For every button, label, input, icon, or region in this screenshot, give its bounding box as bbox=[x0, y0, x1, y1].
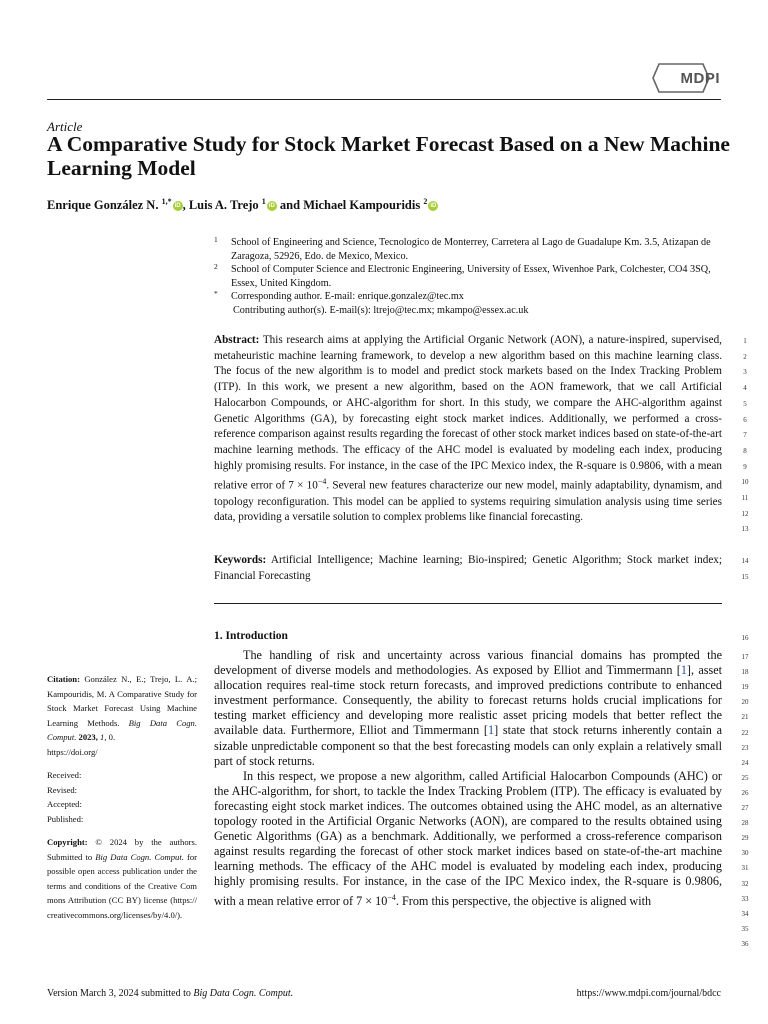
line-number: 22 bbox=[741, 728, 749, 737]
line-number: 2 bbox=[743, 352, 747, 361]
abstract-label: Abstract: bbox=[214, 334, 260, 346]
copyright-block: Copyright: © 2024 by the authors. Submitted to Big Data Cogn. Comput. for possible open access publication under the terms and conditions of the Creative Commons Attribution (CC BY) license (https://creativecommons.org/licenses/by/4.0/). bbox=[47, 837, 198, 920]
article-type: Article bbox=[47, 119, 83, 134]
mdpi-logo bbox=[651, 62, 721, 94]
author-name: Michael Kampouridis bbox=[303, 198, 421, 213]
line-number: 31 bbox=[741, 864, 749, 873]
line-number: 27 bbox=[741, 804, 749, 812]
line-number: 21 bbox=[741, 713, 749, 722]
affiliation-item: Contributing author(s). E-mail(s): ltrejo@tec.mx; mkampo@essex.ac.uk bbox=[233, 304, 529, 316]
line-number: 28 bbox=[741, 819, 749, 828]
intro-paragraph: The handling of risk and uncertainty across various financial domains has prompted the development of diverse models and methodologies. As exposed by Elliot and Timmermann [1], asset allocation requires real-time stock return forecasts, and improved predictions contribute to enhanced investment performance. Consequently, the ability to forecast returns holds crucial implications for testing market efficiency and developing more realistic asset pricing models that better reflect the available data. Furthermore, Elliot and Timmermann [1] state that stock returns inherently contain a sizable unpredictable component so that the best forecasting models can only explain a relatively small part of stock returns. bbox=[214, 648, 723, 768]
orcid-icon[interactable]: iD bbox=[268, 203, 275, 210]
affiliations bbox=[214, 236, 724, 318]
line-number: 15 bbox=[741, 573, 749, 581]
dates-block: Received: Revised: Accepted: Published: bbox=[47, 770, 84, 824]
footer-version: Version March 3, 2024 submitted to Big Data Cogn. Comput. bbox=[47, 988, 294, 999]
section-rule bbox=[214, 603, 722, 604]
line-number: 9 bbox=[743, 462, 747, 471]
author-affil-mark: 2 bbox=[423, 197, 428, 206]
citation-block: Citation: González N., E.; Trejo, L. A.; Kampouridis, M. A Comparative Study for Stock Market Forecast Using Machine Learning Methods. Big Data Cogn. Comput. 2023, 1, 0. https://doi.org/ bbox=[47, 672, 197, 759]
abstract: Abstract: This research aims at applying the Artificial Organic Network (AON), a nature-inspired, supervised, metaheuristic machine learning framework, to develop a new algorithm based on this machine learning class. The focus of the new algorithm is to model and predict stock markets based on the Index Tracking Problem (ITP). In this work, we present a new algorithm, based on the AON framework, that we call Artificial Halocarbon Compounds, or AHC-algorithm for short. In this study, we compare the AHC-algorithm against Genetic Algorithms (GA), by forecasting eight stock market indices. Additionally, we performed a cross-reference comparison against results regarding the forecast of other stock market indices based on state-of-the-art machine learning methods. The efficacy of the AHC model is evaluated by modeling each index, producing highly promising results. For instance, in the case of the IPC Mexico index, the R-square is 0.9806, with a mean relative error of $7 \times 10^{-4}$. Several new features characterize our new model, mainly adaptability, dynamism, and topology reconfiguration. This model can be applied to systems requiring simulation analysis using time series data, providing a versatile solution to complex problems like financial forecasting. bbox=[214, 334, 723, 524]
line-number: 32 bbox=[741, 879, 749, 888]
intro-body bbox=[214, 648, 722, 909]
sidebar bbox=[47, 672, 197, 931]
author-separator: , bbox=[182, 198, 186, 213]
citation-link[interactable]: 1 bbox=[680, 663, 687, 678]
journal-url-link[interactable]: https://www.mdpi.com/journal/bdcc bbox=[576, 988, 721, 999]
line-number: 18 bbox=[741, 668, 749, 677]
keywords-label: Keywords: bbox=[214, 554, 267, 566]
line-number: 6 bbox=[743, 415, 747, 424]
line-number: 36 bbox=[741, 939, 749, 948]
line-number: 24 bbox=[741, 758, 749, 767]
line-number: 12 bbox=[741, 509, 749, 518]
intro-paragraph: In this respect, we propose a new algorithm, called Artificial Halocarbon Compounds (AHC) or the AHC-algorithm, for short, to tackle the Index Tracking Problem (ITP). The efficacy is evaluated by forecasting eight stock market indices. The outcomes obtained using the AHC model, as an alternative topology rooted in the Artificial Organic Networks (AON), are compared to the results obtained using Genetic Algorithms (GA) as a benchmark. Additionally, we performed a cross-reference comparison against results regarding the forecast of other stock market indices based on state-of-the-art machine learning methods. The efficacy of the AHC model is evaluated by modeling each index, producing highly promising results. For instance, in the case of the IPC Mexico index, the R-square is 0.9806, with a mean relative error of $7 \times 10^{-4}$. From this perspective, the objective is aligned with bbox=[214, 768, 722, 908]
doi-link[interactable]: https://doi.org/ bbox=[47, 746, 98, 757]
author-separator: and bbox=[279, 198, 301, 213]
header-rule bbox=[47, 99, 721, 100]
line-number: 1 bbox=[743, 337, 747, 345]
section-heading: 1. Introduction bbox=[214, 630, 288, 642]
line-number: 25 bbox=[741, 773, 749, 782]
page-footer bbox=[47, 988, 721, 999]
line-number: 17 bbox=[741, 653, 749, 661]
line-number: 11 bbox=[741, 494, 749, 502]
line-number: 10 bbox=[741, 478, 749, 487]
author-affil-mark: 1,* bbox=[161, 197, 172, 206]
keywords: Keywords: Artificial Intelligence; Machine learning; Bio-inspired; Genetic Algorithm; Stock market index; Financial Forecasting bbox=[214, 554, 722, 582]
line-number: 16 bbox=[741, 634, 749, 642]
line-number: 34 bbox=[741, 909, 749, 918]
line-number: 23 bbox=[741, 743, 749, 752]
line-number: 7 bbox=[743, 431, 747, 440]
line-number: 26 bbox=[741, 788, 749, 797]
citation-link[interactable]: 1 bbox=[487, 723, 495, 738]
line-number: 20 bbox=[741, 698, 749, 707]
line-number: 14 bbox=[741, 557, 749, 565]
line-number: 19 bbox=[741, 683, 749, 692]
line-number: 35 bbox=[741, 924, 749, 933]
affiliation-item: 1 School of Engineering and Science, Tecnologico de Monterrey, Carretera al Lago de Guadalupe Km. 3.5, Atizapan de Zaragoza, 52926, Edo. de Mexico, Mexico. bbox=[214, 235, 711, 262]
paper-title: A Comparative Study for Stock Market Forecast Based on a New Machine Learning Model bbox=[47, 132, 730, 180]
author-list bbox=[47, 197, 438, 213]
author-name: Luis A. Trejo bbox=[188, 198, 259, 213]
line-number: 29 bbox=[741, 834, 749, 843]
orcid-icon[interactable]: iD bbox=[430, 203, 437, 210]
affiliation-item: * Corresponding author. E-mail: enrique.gonzalez@tec.mx bbox=[214, 289, 464, 303]
logo-text: MDPI bbox=[680, 69, 720, 87]
line-number: 5 bbox=[743, 399, 747, 408]
line-number: 33 bbox=[741, 894, 749, 903]
line-number: 30 bbox=[741, 849, 749, 858]
line-number: 8 bbox=[743, 446, 747, 455]
author-name: Enrique González N. bbox=[47, 198, 159, 213]
author-affil-mark: 1 bbox=[261, 197, 266, 206]
line-number: 4 bbox=[743, 384, 747, 393]
affiliation-item: 2 School of Computer Science and Electronic Engineering, University of Essex, Wivenhoe Park, Colchester, CO4 3SQ, Essex, United Kingdom. bbox=[214, 262, 711, 289]
line-number: 3 bbox=[743, 368, 747, 377]
line-number: 13 bbox=[741, 525, 749, 534]
orcid-icon[interactable]: iD bbox=[174, 203, 181, 210]
